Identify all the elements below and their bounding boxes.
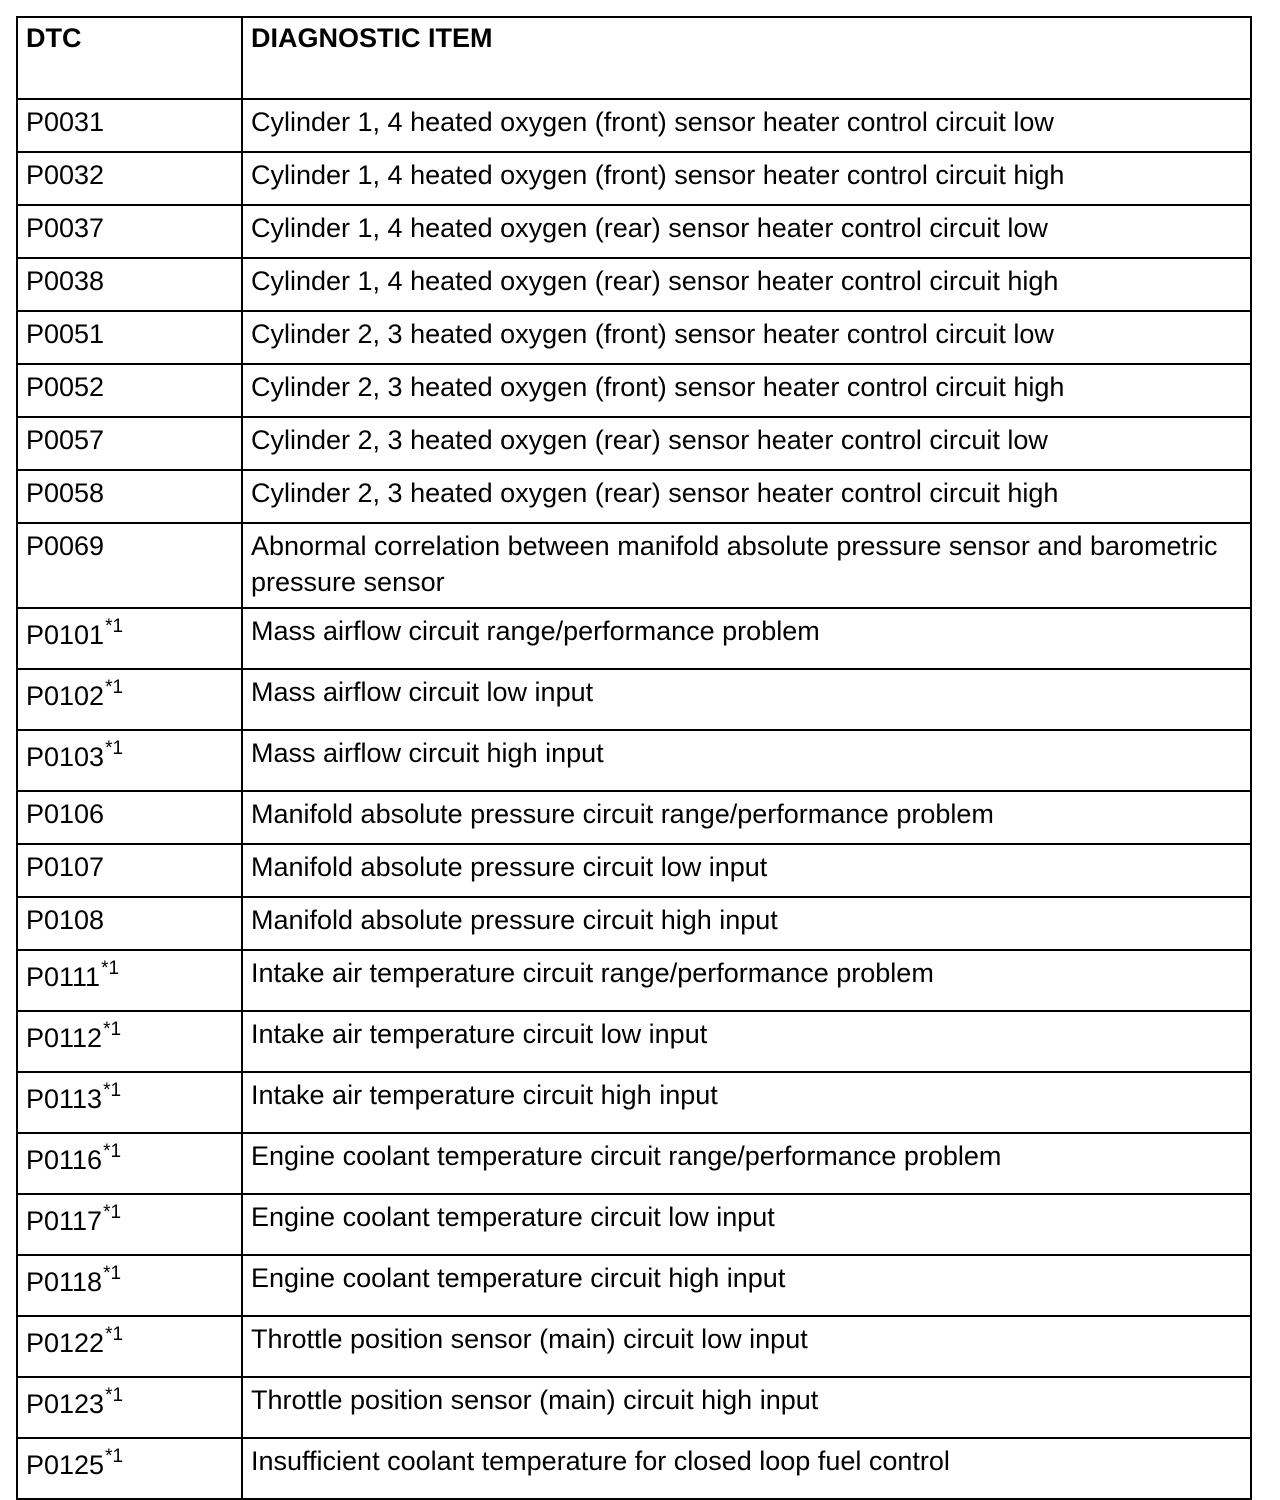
diagnostic-item-cell: Intake air temperature circuit high input (242, 1072, 1251, 1133)
dtc-code-cell (17, 417, 242, 470)
dtc-code: P0125 (26, 1450, 105, 1480)
diagnostic-item-cell: Cylinder 1, 4 heated oxygen (rear) sensor heater control circuit high (242, 258, 1251, 311)
dtc-code: P0103 (26, 742, 105, 772)
dtc-code: P0038 (26, 266, 105, 296)
dtc-code-cell (17, 1438, 242, 1499)
dtc-code: P0123 (26, 1389, 105, 1419)
dtc-code-cell (17, 730, 242, 791)
dtc-code-cell (17, 669, 242, 730)
dtc-code-cell (17, 1194, 242, 1255)
footnote-marker: *1 (103, 1019, 122, 1040)
diagnostic-item-cell: Insufficient coolant temperature for closed loop fuel control (242, 1438, 1251, 1499)
diagnostic-item-cell: Throttle position sensor (main) circuit low input (242, 1316, 1251, 1377)
dtc-code-cell (17, 1072, 242, 1133)
dtc-code: P0069 (26, 531, 105, 561)
table-row (17, 205, 1251, 258)
dtc-code-cell (17, 258, 242, 311)
table-row (17, 791, 1251, 844)
table-row (17, 258, 1251, 311)
table-row (17, 1072, 1251, 1133)
dtc-code: P0058 (26, 478, 105, 508)
table-row (17, 470, 1251, 523)
diagnostic-item-cell: Abnormal correlation between manifold absolute pressure sensor and barometric pressure sensor (242, 523, 1251, 608)
dtc-code-cell (17, 608, 242, 669)
table-row (17, 152, 1251, 205)
table-row (17, 1255, 1251, 1316)
dtc-code-cell (17, 311, 242, 364)
diagnostic-item-cell: Manifold absolute pressure circuit range/performance problem (242, 791, 1251, 844)
dtc-code: P0032 (26, 160, 105, 190)
dtc-code-cell (17, 205, 242, 258)
dtc-code-cell (17, 523, 242, 608)
footnote-marker: *1 (105, 1324, 124, 1345)
dtc-code-cell (17, 1377, 242, 1438)
diagnostic-item-cell: Engine coolant temperature circuit high input (242, 1255, 1251, 1316)
table-row (17, 1194, 1251, 1255)
dtc-code: P0051 (26, 319, 105, 349)
dtc-code: P0102 (26, 681, 105, 711)
table-row (17, 897, 1251, 950)
dtc-code: P0122 (26, 1328, 105, 1358)
table-row (17, 730, 1251, 791)
diagnostic-item-cell: Engine coolant temperature circuit low input (242, 1194, 1251, 1255)
table-row (17, 1377, 1251, 1438)
table-body (17, 99, 1251, 1499)
header-diagnostic-item: DIAGNOSTIC ITEM (242, 17, 1251, 99)
dtc-code: P0113 (26, 1084, 103, 1114)
table-row (17, 1011, 1251, 1072)
dtc-code-cell (17, 152, 242, 205)
diagnostic-item-cell: Throttle position sensor (main) circuit high input (242, 1377, 1251, 1438)
table-row (17, 364, 1251, 417)
footnote-marker: *1 (105, 1385, 124, 1406)
footnote-marker: *1 (101, 958, 120, 979)
table-row (17, 669, 1251, 730)
footnote-marker: *1 (103, 1263, 122, 1284)
dtc-code: P0118 (26, 1267, 103, 1297)
table-row (17, 844, 1251, 897)
dtc-code: P0107 (26, 852, 105, 882)
dtc-code: P0101 (26, 620, 105, 650)
table-row (17, 1133, 1251, 1194)
footnote-marker: *1 (105, 677, 124, 698)
diagnostic-item-cell: Cylinder 1, 4 heated oxygen (rear) sensor heater control circuit low (242, 205, 1251, 258)
dtc-code: P0037 (26, 213, 105, 243)
footnote-marker: *1 (103, 1202, 122, 1223)
dtc-code: P0108 (26, 905, 105, 935)
footnote-marker: *1 (105, 738, 124, 759)
dtc-code-cell (17, 791, 242, 844)
diagnostic-item-cell: Engine coolant temperature circuit range/performance problem (242, 1133, 1251, 1194)
diagnostic-item-cell: Cylinder 2, 3 heated oxygen (rear) sensor heater control circuit high (242, 470, 1251, 523)
dtc-code-cell (17, 950, 242, 1011)
table-row (17, 99, 1251, 152)
dtc-code: P0031 (26, 107, 105, 137)
diagnostic-item-cell: Manifold absolute pressure circuit low input (242, 844, 1251, 897)
dtc-code: P0116 (26, 1145, 103, 1175)
footnote-marker: *1 (103, 1080, 122, 1101)
dtc-code-cell (17, 470, 242, 523)
diagnostic-item-cell: Cylinder 1, 4 heated oxygen (front) sensor heater control circuit high (242, 152, 1251, 205)
dtc-code-cell (17, 1255, 242, 1316)
dtc-code: P0117 (26, 1206, 103, 1236)
diagnostic-item-cell: Intake air temperature circuit low input (242, 1011, 1251, 1072)
diagnostic-item-cell: Cylinder 2, 3 heated oxygen (front) sensor heater control circuit high (242, 364, 1251, 417)
dtc-code-cell (17, 897, 242, 950)
dtc-code-cell (17, 844, 242, 897)
dtc-code-cell (17, 1316, 242, 1377)
diagnostic-item-cell: Cylinder 1, 4 heated oxygen (front) sensor heater control circuit low (242, 99, 1251, 152)
footnote-marker: *1 (105, 1446, 124, 1467)
table-row (17, 608, 1251, 669)
table-row (17, 1316, 1251, 1377)
table-row (17, 523, 1251, 608)
footnote-marker: *1 (105, 616, 124, 637)
table-row (17, 311, 1251, 364)
header-row (17, 17, 1251, 99)
table-row (17, 950, 1251, 1011)
dtc-code-cell (17, 1011, 242, 1072)
diagnostic-item-cell: Mass airflow circuit high input (242, 730, 1251, 791)
header-dtc: DTC (17, 17, 242, 99)
diagnostic-item-cell: Cylinder 2, 3 heated oxygen (front) sensor heater control circuit low (242, 311, 1251, 364)
dtc-table (16, 16, 1252, 1500)
diagnostic-item-cell: Mass airflow circuit low input (242, 669, 1251, 730)
dtc-code-cell (17, 1133, 242, 1194)
diagnostic-item-cell: Manifold absolute pressure circuit high input (242, 897, 1251, 950)
dtc-code: P0112 (26, 1023, 103, 1053)
dtc-code-cell (17, 364, 242, 417)
table-row (17, 417, 1251, 470)
dtc-code: P0106 (26, 799, 105, 829)
dtc-code: P0057 (26, 425, 105, 455)
footnote-marker: *1 (103, 1141, 122, 1162)
dtc-code-cell (17, 99, 242, 152)
dtc-code: P0111 (26, 962, 101, 992)
diagnostic-item-cell: Mass airflow circuit range/performance problem (242, 608, 1251, 669)
diagnostic-item-cell: Intake air temperature circuit range/performance problem (242, 950, 1251, 1011)
dtc-code: P0052 (26, 372, 105, 402)
table-row (17, 1438, 1251, 1499)
diagnostic-item-cell: Cylinder 2, 3 heated oxygen (rear) sensor heater control circuit low (242, 417, 1251, 470)
